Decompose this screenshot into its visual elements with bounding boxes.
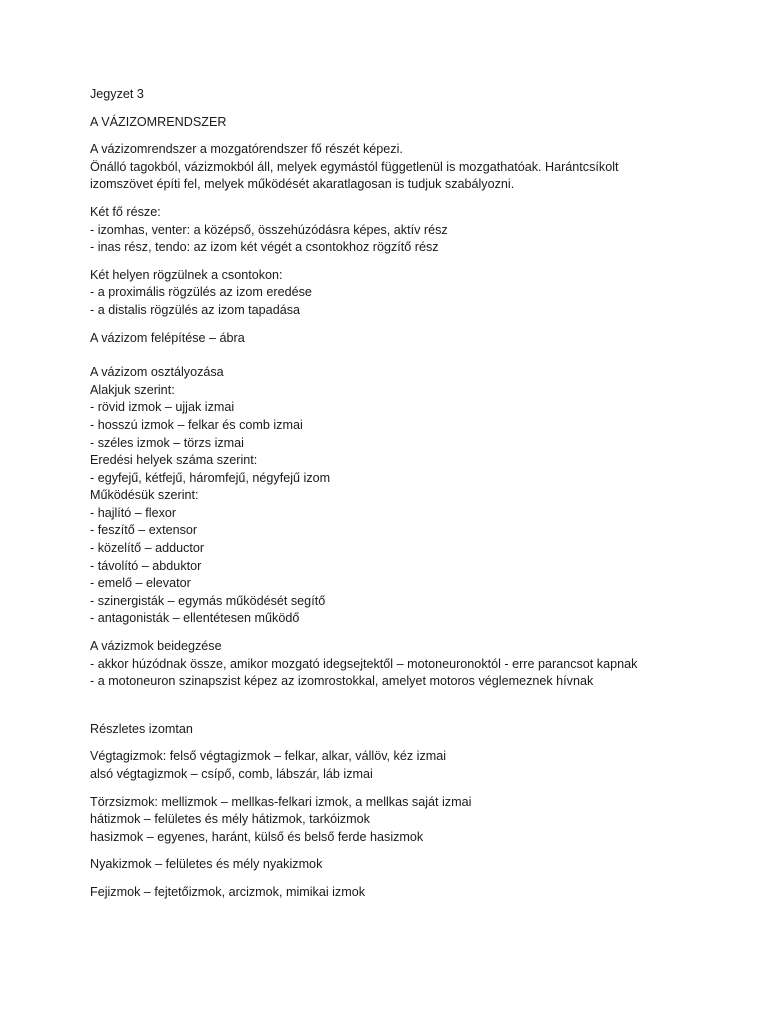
trunk-paragraph <box>90 794 730 847</box>
parts-heading: Két fő része: <box>90 204 161 219</box>
classification-item: - közelítő – adductor <box>90 541 205 556</box>
classification-item: - feszítő – extensor <box>90 523 198 538</box>
document-body <box>90 86 730 912</box>
trunk-line: Törzsizmok: mellizmok – mellkas-felkari izmok, a mellkas saját izmai <box>90 794 472 809</box>
classification-item: - rövid izmok – ujjak izmai <box>90 400 235 415</box>
classification-subheading: Működésük szerint: <box>90 488 199 503</box>
intro-line: A vázizomrendszer a mozgatórendszer fő részét képezi. <box>90 142 403 157</box>
innervation-item: - akkor húzódnak össze, amikor mozgató idegsejtektől – motoneuronoktól - erre parancsot kapnak <box>90 656 638 671</box>
classification-item: - távolító – abduktor <box>90 558 202 573</box>
parts-paragraph <box>90 204 730 257</box>
detailed-title: Részletes izomtan <box>90 721 193 736</box>
detailed-title-block <box>90 721 730 739</box>
intro-line: izomszövet építi fel, melyek működését akaratlagosan is tudjuk szabályozni. <box>90 177 515 192</box>
classification-item: - antagonisták – ellentétesen működő <box>90 611 300 626</box>
limbs-paragraph <box>90 748 730 783</box>
classification-item: - széles izmok – törzs izmai <box>90 435 244 450</box>
classification-item: - egyfejű, kétfejű, háromfejű, négyfejű izom <box>90 470 331 485</box>
head-paragraph <box>90 884 730 902</box>
innervation-heading: A vázizmok beidegzése <box>90 639 222 654</box>
section-title-block <box>90 114 730 132</box>
classification-subheading: Eredési helyek száma szerint: <box>90 453 258 468</box>
classification-subheading: Alakjuk szerint: <box>90 382 175 397</box>
note-header: Jegyzet 3 <box>90 87 144 101</box>
limbs-line: alsó végtagizmok – csípő, comb, lábszár, láb izmai <box>90 767 373 781</box>
innervation-paragraph <box>90 638 730 691</box>
attachment-item: - a proximális rögzülés az izom eredése <box>90 285 312 300</box>
structure-line: A vázizom felépítése – ábra <box>90 330 245 345</box>
structure-paragraph <box>90 330 730 348</box>
classification-item: - hajlító – flexor <box>90 505 177 520</box>
attachment-item: - a distalis rögzülés az izom tapadása <box>90 302 300 317</box>
trunk-line: hátizmok – felületes és mély hátizmok, tarkóizmok <box>90 812 370 827</box>
intro-paragraph <box>90 141 730 194</box>
note-header-block <box>90 86 730 104</box>
trunk-line: hasizmok – egyenes, haránt, külső és belső ferde hasizmok <box>90 829 424 844</box>
intro-line: Önálló tagokból, vázizmokból áll, melyek egymástól függetlenül is mozgathatóak. Harántcsíkolt <box>90 159 619 174</box>
section-title: A VÁZIZOMRENDSZER <box>90 114 227 129</box>
classification-heading: A vázizom osztályozása <box>90 365 224 380</box>
limbs-line: Végtagizmok: felső végtagizmok – felkar, alkar, vállöv, kéz izmai <box>90 749 447 764</box>
classification-item: - szinergisták – egymás működését segítő <box>90 593 326 608</box>
classification-item: - emelő – elevator <box>90 576 191 591</box>
parts-item: - izomhas, venter: a középső, összehúzódásra képes, aktív rész <box>90 222 448 237</box>
innervation-item: - a motoneuron szinapszist képez az izomrostokkal, amelyet motoros véglemeznek hívnak <box>90 674 594 689</box>
classification-paragraph <box>90 364 730 628</box>
neck-paragraph <box>90 856 730 874</box>
parts-item: - inas rész, tendo: az izom két végét a csontokhoz rögzítő rész <box>90 240 439 255</box>
attachment-heading: Két helyen rögzülnek a csontokon: <box>90 267 283 282</box>
attachment-paragraph <box>90 267 730 320</box>
neck-line: Nyakizmok – felületes és mély nyakizmok <box>90 857 323 872</box>
head-line: Fejizmok – fejtetőizmok, arcizmok, mimikai izmok <box>90 884 366 899</box>
classification-item: - hosszú izmok – felkar és comb izmai <box>90 417 303 432</box>
